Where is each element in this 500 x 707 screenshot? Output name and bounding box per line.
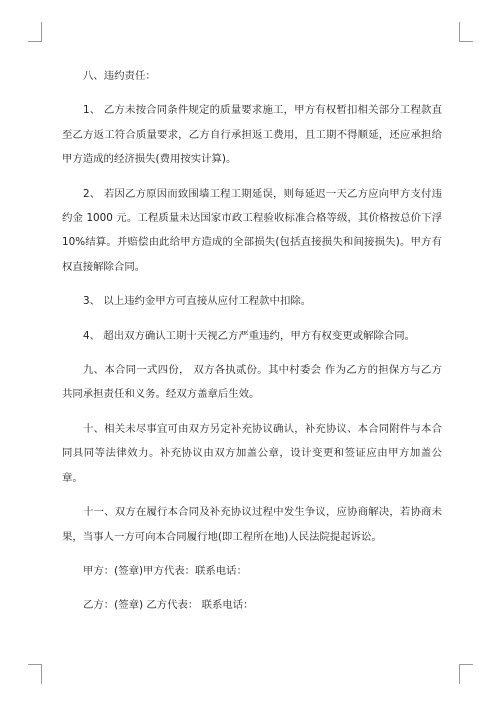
section-ten: 十、相关未尽事宜可由双方另定补充协议确认，补充协议、本合同附件与本合同具同等法律效力。补充协议由双方加盖公章，设计变更和签证应由甲方加盖公章。 [62, 422, 442, 484]
crop-mark-top-right [459, 22, 473, 42]
clause-1: 1、 乙方未按合同条件规定的质量要求施工，甲方有权暂扣相关部分工程款直至乙方返工符合质量要求，乙方自行承担返工费用，且工期不得顺延，还应承担给甲方造成的经济损失(费用按实计算)。 [62, 104, 442, 166]
section-nine: 九、本合同一式四份， 双方各执贰份。其中村委会 作为乙方的担保方与乙方共同承担责任和义务。经双方盖章后生效。 [62, 364, 442, 401]
section-heading-breach: 八、违约责任： [83, 70, 156, 82]
signature-party-a: 甲方：(签章)甲方代表：联系电话： [83, 564, 247, 577]
section-eleven: 十一、双方在履行本合同及补充协议过程中发生争议，应协商解决，若协商未果，当事人一方可向本合同履行地(即工程所在地)人民法院提起诉讼。 [62, 506, 442, 543]
clause-2: 2、 若因乙方原因而致围墙工程工期延误，则每延迟一天乙方应向甲方支付违约金 1000 元。工程质量未达国家市政工程验收标准合格等级，其价格按总价下浮 10%结算。并赔偿由此给甲方造成的全部损失(包括直接损失和间接损失)。甲方有权直接解除合同。 [62, 187, 442, 273]
signature-party-b: 乙方：(签章) 乙方代表： 联系电话： [83, 599, 254, 612]
crop-mark-top-left [28, 22, 42, 42]
document-body [62, 64, 442, 628]
crop-mark-bottom-left [28, 664, 42, 684]
clause-4: 4、 超出双方确认工期十天视乙方严重违约，甲方有权变更或解除合同。 [83, 329, 416, 342]
crop-mark-bottom-right [459, 664, 473, 684]
clause-3: 3、 以上违约金甲方可直接从应付工程款中扣除。 [83, 295, 312, 308]
